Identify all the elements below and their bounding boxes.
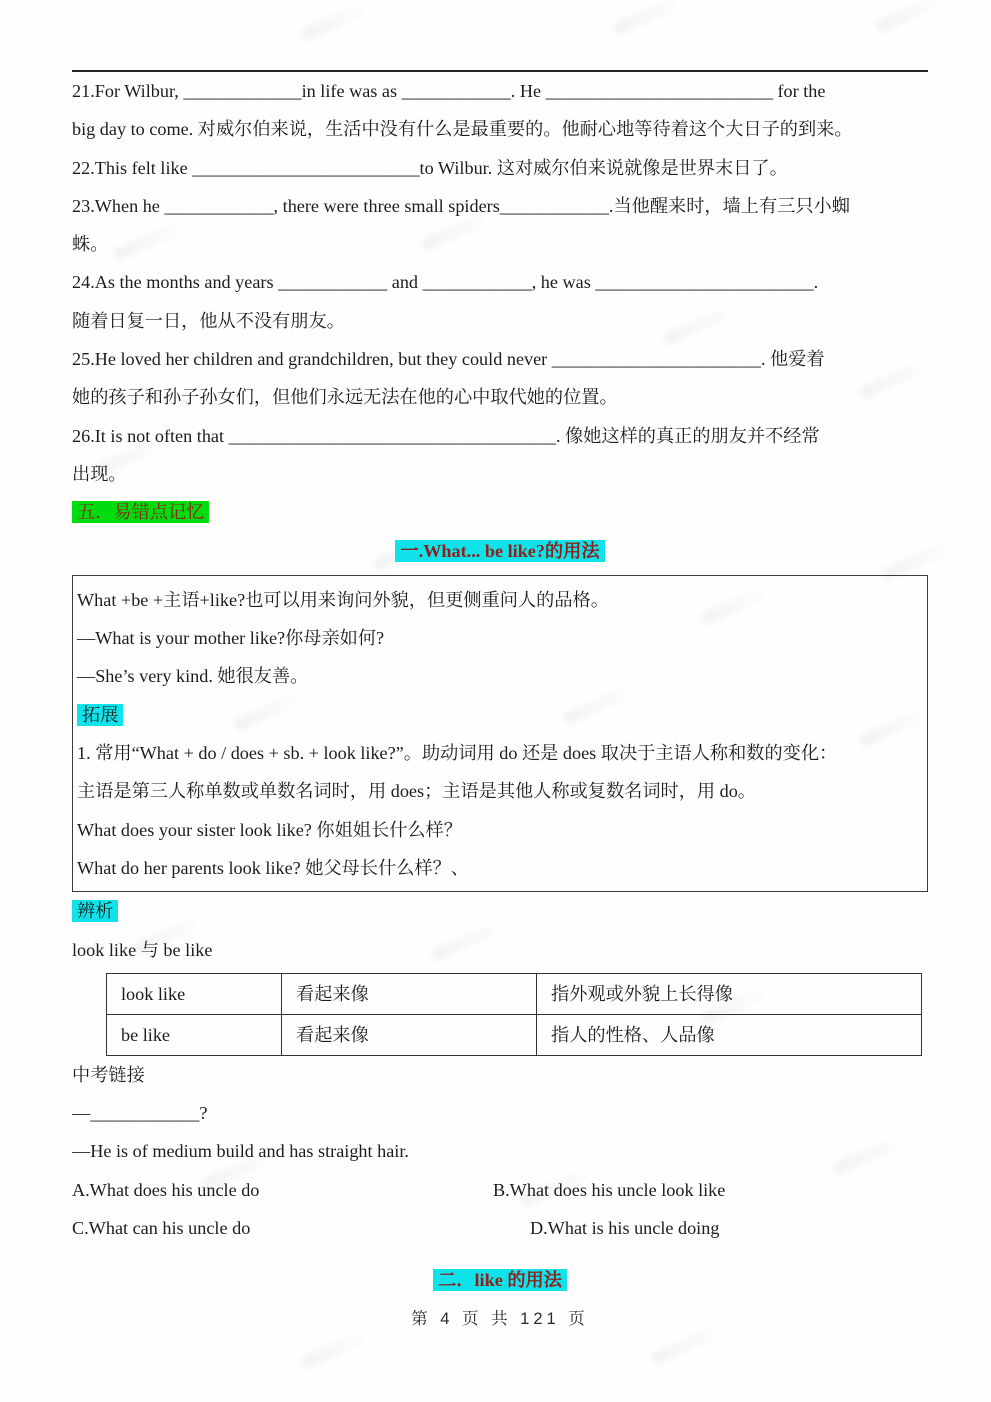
grammar-box-line: —She’s very kind. 她很友善。 xyxy=(77,666,309,687)
exercise-line-22: 22.This felt like _________________________to Wilbur. 这对威尔伯来说就像是世界末日了。 xyxy=(72,157,788,178)
grammar-box-line: What do her parents look like? 她父母长什么样？、 xyxy=(77,857,469,878)
exercise-line-23: 23.When he ____________, there were three small spiders____________.当他醒来时，墙上有三只小蜘 xyxy=(72,195,850,216)
exercise-line-24: 24.As the months and years ____________ and ____________, he was ________________________. xyxy=(72,272,819,293)
table-row xyxy=(107,973,922,1014)
grammar-box-line: What +be +主语+like?也可以用来询问外貌，但更侧重问人的品格。 xyxy=(77,589,609,610)
exam-link-tag: 中考链接 xyxy=(72,1064,145,1085)
analysis-intro: look like 与 be like xyxy=(72,939,213,960)
heading-like-usage xyxy=(72,1261,928,1299)
grammar-box-line: 主语是第三人称单数或单数名词时，用 does；主语是其他人称或复数名词时，用 do。 xyxy=(77,781,756,802)
expand-tag: 拓展 xyxy=(77,704,123,726)
expand-tag-line xyxy=(77,696,923,734)
exercise-line-25-cont: 她的孩子和孙子孙女们，但他们永远无法在他的心中取代她的位置。 xyxy=(72,387,618,408)
option-d: D.What is his uncle doing xyxy=(530,1218,720,1239)
table-cell: 指人的性格、人品像 xyxy=(537,1014,922,1055)
exam-options-row-2 xyxy=(72,1209,928,1247)
section-heading-error-points xyxy=(72,493,928,531)
option-b: B.What does his uncle look like xyxy=(493,1179,726,1200)
exercise-line-24-cont: 随着日复一日，他从不没有朋友。 xyxy=(72,310,345,331)
page-number-footer: 第 4 页 共 121 页 xyxy=(411,1309,589,1328)
table-row xyxy=(107,1014,922,1055)
what-be-like-label: 一.What... be like?的用法 xyxy=(395,540,604,562)
exercise-line-21: 21.For Wilbur, _____________in life was as ____________. He _________________________ for the xyxy=(72,81,826,101)
heading-what-be-like xyxy=(72,532,928,570)
like-usage-label: 二．like 的用法 xyxy=(433,1269,567,1291)
grammar-box-line: What does your sister look like? 你姐姐长什么样？ xyxy=(77,819,462,840)
grammar-box-line: —What is your mother like?你母亲如何? xyxy=(77,628,385,649)
table-cell: be like xyxy=(107,1014,282,1055)
comparison-table xyxy=(106,973,922,1056)
table-cell: look like xyxy=(107,973,282,1014)
exam-question-blank: —____________? xyxy=(72,1103,208,1124)
analysis-tag-line xyxy=(72,892,928,930)
table-cell: 看起来像 xyxy=(282,1014,537,1055)
exam-options-row-1 xyxy=(72,1171,928,1209)
table-cell: 指外观或外貌上长得像 xyxy=(537,973,922,1014)
exercise-line-26-cont: 出现。 xyxy=(72,463,127,484)
exam-answer-line: —He is of medium build and has straight hair. xyxy=(72,1141,409,1162)
option-c: C.What can his uncle do xyxy=(72,1218,251,1239)
option-a: A.What does his uncle do xyxy=(72,1179,260,1200)
exercise-line-25: 25.He loved her children and grandchildren, but they could never _______________________. 他爱着 xyxy=(72,349,825,370)
page-content xyxy=(72,0,928,1338)
table-cell: 看起来像 xyxy=(282,973,537,1014)
exercise-line-21-cont: big day to come. 对威尔伯来说，生活中没有什么是最重要的。他耐心地等待着这个大日子的到来。 xyxy=(72,119,853,140)
grammar-note-box xyxy=(72,575,928,892)
analysis-tag: 辨析 xyxy=(72,900,118,922)
exercise-line-26: 26.It is not often that ____________________________________. 像她这样的真正的朋友并不经常 xyxy=(72,425,820,446)
exercise-line-23-cont: 蛛。 xyxy=(72,234,109,255)
error-points-label: 五．易错点记忆 xyxy=(72,501,209,523)
grammar-box-line: 1. 常用“What + do / does + sb. + look like?”。助动词用 do 还是 does 取决于主语人称和数的变化： xyxy=(77,743,838,764)
